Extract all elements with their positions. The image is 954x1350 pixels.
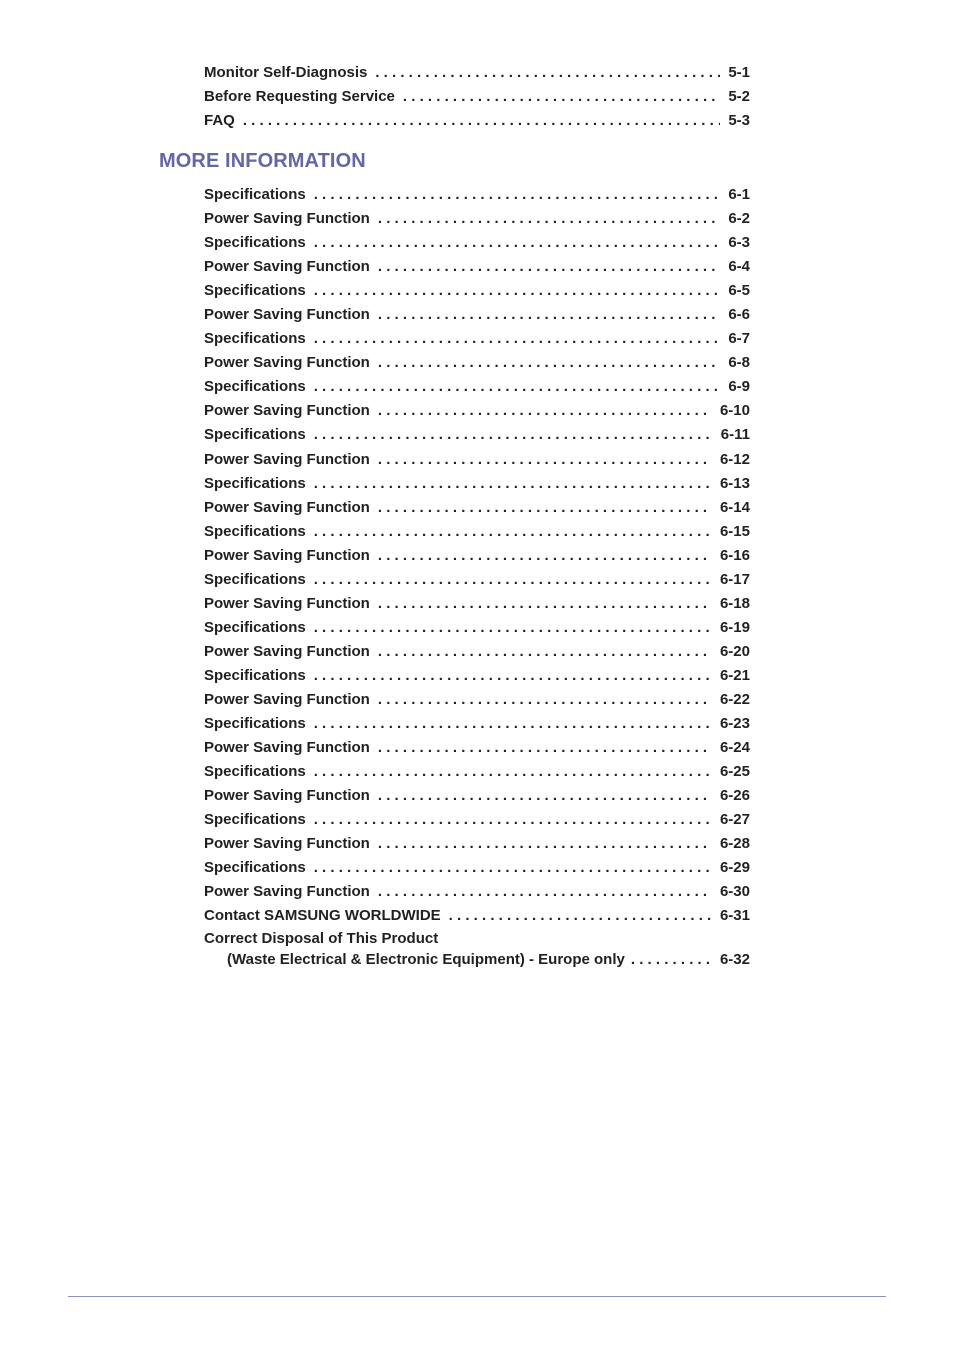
toc-entry-label: Specifications	[204, 618, 306, 636]
toc-entry-label: Power Saving Function	[204, 450, 370, 468]
dot-leader	[378, 496, 712, 520]
toc-entry-page: 6-10	[719, 402, 750, 420]
toc-entry-page: 6-8	[728, 354, 750, 372]
toc-entry-page: 6-16	[719, 546, 750, 564]
toc-entry-label: Specifications	[204, 282, 306, 300]
toc-entry-page: 6-18	[719, 594, 750, 612]
dot-leader	[314, 616, 712, 640]
toc-entry-label: Specifications	[204, 570, 306, 588]
toc-entry-label: Power Saving Function	[204, 739, 370, 757]
toc-entry-page: 6-20	[719, 642, 750, 660]
toc-entry-label: (Waste Electrical & Electronic Equipment) - Europe only	[227, 951, 625, 968]
toc-entry[interactable]	[204, 375, 750, 399]
toc-entry-label: Before Requesting Service	[204, 88, 395, 106]
toc-entry[interactable]	[204, 399, 750, 423]
toc-entry-label: Specifications	[204, 234, 306, 252]
toc-top-list	[204, 61, 750, 133]
dot-leader	[314, 375, 721, 399]
dot-leader	[378, 592, 712, 616]
toc-entry-page: 6-1	[728, 186, 750, 203]
toc-entry[interactable]	[204, 736, 750, 760]
toc-entry-label: Power Saving Function	[204, 210, 370, 228]
toc-entry[interactable]	[204, 712, 750, 736]
toc-entry[interactable]	[204, 109, 750, 133]
toc-main-list	[204, 183, 750, 928]
dot-leader	[314, 856, 712, 880]
toc-entry-page: 6-24	[719, 739, 750, 757]
toc-entry-label: Power Saving Function	[204, 258, 370, 276]
section-heading: MORE INFORMATION	[159, 150, 366, 172]
toc-entry[interactable]	[204, 231, 750, 255]
toc-entry[interactable]	[204, 856, 750, 880]
dot-leader	[378, 880, 712, 904]
dot-leader	[378, 640, 712, 664]
toc-entry[interactable]	[204, 616, 750, 640]
dot-leader	[378, 448, 712, 472]
toc-entry-page: 6-28	[719, 835, 750, 853]
dot-leader	[314, 520, 712, 544]
dot-leader	[378, 832, 712, 856]
toc-entry-page: 5-3	[728, 112, 750, 130]
dot-leader	[314, 808, 712, 832]
footer-rule	[68, 1296, 886, 1297]
toc-entry-page: 6-27	[719, 811, 750, 829]
toc-entry[interactable]	[204, 904, 750, 928]
toc-entry-label: Specifications	[204, 811, 306, 829]
toc-entry-label: Power Saving Function	[204, 354, 370, 372]
dot-leader	[375, 61, 720, 85]
toc-entry[interactable]	[204, 61, 750, 85]
dot-leader	[314, 568, 712, 592]
toc-entry-page: 6-29	[719, 859, 750, 877]
dot-leader	[631, 949, 712, 971]
toc-entry-page: 6-9	[728, 378, 750, 396]
toc-entry-page: 6-25	[719, 763, 750, 781]
dot-leader	[378, 688, 712, 712]
toc-entry[interactable]	[204, 351, 750, 375]
dot-leader	[378, 736, 712, 760]
toc-entry[interactable]	[204, 279, 750, 303]
toc-entry-disposal[interactable]	[204, 927, 750, 971]
toc-entry[interactable]	[204, 544, 750, 568]
toc-entry-page: 6-12	[719, 450, 750, 468]
toc-entry-label: Monitor Self-Diagnosis	[204, 64, 368, 81]
toc-entry-page: 6-7	[728, 330, 750, 348]
toc-entry-label: Power Saving Function	[204, 306, 370, 324]
toc-entry-page: 6-6	[728, 306, 750, 324]
toc-entry-label: FAQ	[204, 112, 235, 130]
toc-entry-page: 6-11	[720, 426, 750, 444]
toc-entry-label: Power Saving Function	[204, 594, 370, 612]
toc-entry-page: 6-22	[719, 690, 750, 708]
toc-entry[interactable]	[204, 472, 750, 496]
dot-leader	[314, 712, 712, 736]
toc-entry-page: 6-32	[719, 951, 750, 968]
toc-entry-label: Power Saving Function	[204, 498, 370, 516]
toc-entry-label: Specifications	[204, 330, 306, 348]
toc-entry-label: Power Saving Function	[204, 690, 370, 708]
toc-entry-label: Power Saving Function	[204, 835, 370, 853]
toc-entry-page: 6-17	[719, 570, 750, 588]
toc-entry[interactable]	[204, 85, 750, 109]
toc-entry-label: Specifications	[204, 186, 306, 203]
dot-leader	[378, 351, 720, 375]
toc-entry[interactable]	[204, 327, 750, 351]
toc-entry-label: Specifications	[204, 666, 306, 684]
dot-leader	[314, 423, 713, 447]
toc-entry-page: 6-26	[719, 787, 750, 805]
toc-entry-page: 6-15	[719, 522, 750, 540]
toc-entry-label: Power Saving Function	[204, 546, 370, 564]
toc-entry-label: Specifications	[204, 859, 306, 877]
toc-entry[interactable]	[204, 520, 750, 544]
dot-leader	[378, 399, 712, 423]
toc-entry[interactable]	[204, 880, 750, 904]
toc-entry[interactable]	[204, 760, 750, 784]
dot-leader	[449, 904, 712, 928]
toc-entry-label: Contact SAMSUNG WORLDWIDE	[204, 907, 441, 925]
dot-leader	[378, 784, 712, 808]
toc-entry-label: Specifications	[204, 474, 306, 492]
dot-leader	[243, 109, 720, 133]
toc-entry-page: 6-31	[719, 907, 750, 925]
toc-entry-label: Specifications	[204, 715, 306, 733]
toc-entry[interactable]	[204, 303, 750, 327]
toc-entry-page: 6-13	[719, 474, 750, 492]
toc-entry-disposal-line1: Correct Disposal of This Product	[204, 930, 439, 947]
toc-entry-page: 6-30	[719, 883, 750, 901]
toc-entry[interactable]	[204, 808, 750, 832]
toc-entry-label: Power Saving Function	[204, 402, 370, 420]
toc-entry-page: 5-1	[728, 64, 750, 81]
dot-leader	[314, 279, 721, 303]
toc-entry-label: Power Saving Function	[204, 883, 370, 901]
toc-entry[interactable]	[204, 832, 750, 856]
dot-leader	[314, 760, 712, 784]
dot-leader	[378, 544, 712, 568]
toc-entry-page: 5-2	[728, 88, 750, 106]
toc-entry-page: 6-14	[719, 498, 750, 516]
toc-entry[interactable]	[204, 448, 750, 472]
toc-entry[interactable]	[204, 640, 750, 664]
dot-leader	[314, 327, 721, 351]
toc-entry[interactable]	[204, 688, 750, 712]
toc-entry[interactable]	[204, 207, 750, 231]
toc-entry-page: 6-19	[719, 618, 750, 636]
dot-leader	[378, 303, 720, 327]
toc-entry-disposal-line2	[204, 949, 750, 971]
toc-entry[interactable]	[204, 255, 750, 279]
dot-leader	[314, 472, 712, 496]
dot-leader	[378, 255, 720, 279]
toc-entry[interactable]	[204, 568, 750, 592]
toc-entry[interactable]	[204, 183, 750, 207]
dot-leader	[314, 231, 721, 255]
toc-entry[interactable]	[204, 664, 750, 688]
toc-entry-label: Specifications	[204, 763, 306, 781]
toc-entry-page: 6-3	[728, 234, 750, 252]
toc-entry[interactable]	[204, 423, 750, 447]
toc-entry-label: Specifications	[204, 522, 306, 540]
toc-entry-label: Power Saving Function	[204, 787, 370, 805]
toc-entry-page: 6-23	[719, 715, 750, 733]
toc-entry[interactable]	[204, 592, 750, 616]
toc-entry-label: Specifications	[204, 426, 306, 444]
dot-leader	[378, 207, 720, 231]
toc-entry[interactable]	[204, 784, 750, 808]
toc-entry-page: 6-5	[728, 282, 750, 300]
dot-leader	[314, 183, 721, 207]
dot-leader	[314, 664, 712, 688]
toc-entry-label: Power Saving Function	[204, 642, 370, 660]
toc-entry-page: 6-4	[728, 258, 750, 276]
toc-entry-page: 6-21	[719, 666, 750, 684]
toc-entry-page: 6-2	[728, 210, 750, 228]
toc-entry[interactable]	[204, 496, 750, 520]
toc-entry-label: Specifications	[204, 378, 306, 396]
dot-leader	[403, 85, 720, 109]
